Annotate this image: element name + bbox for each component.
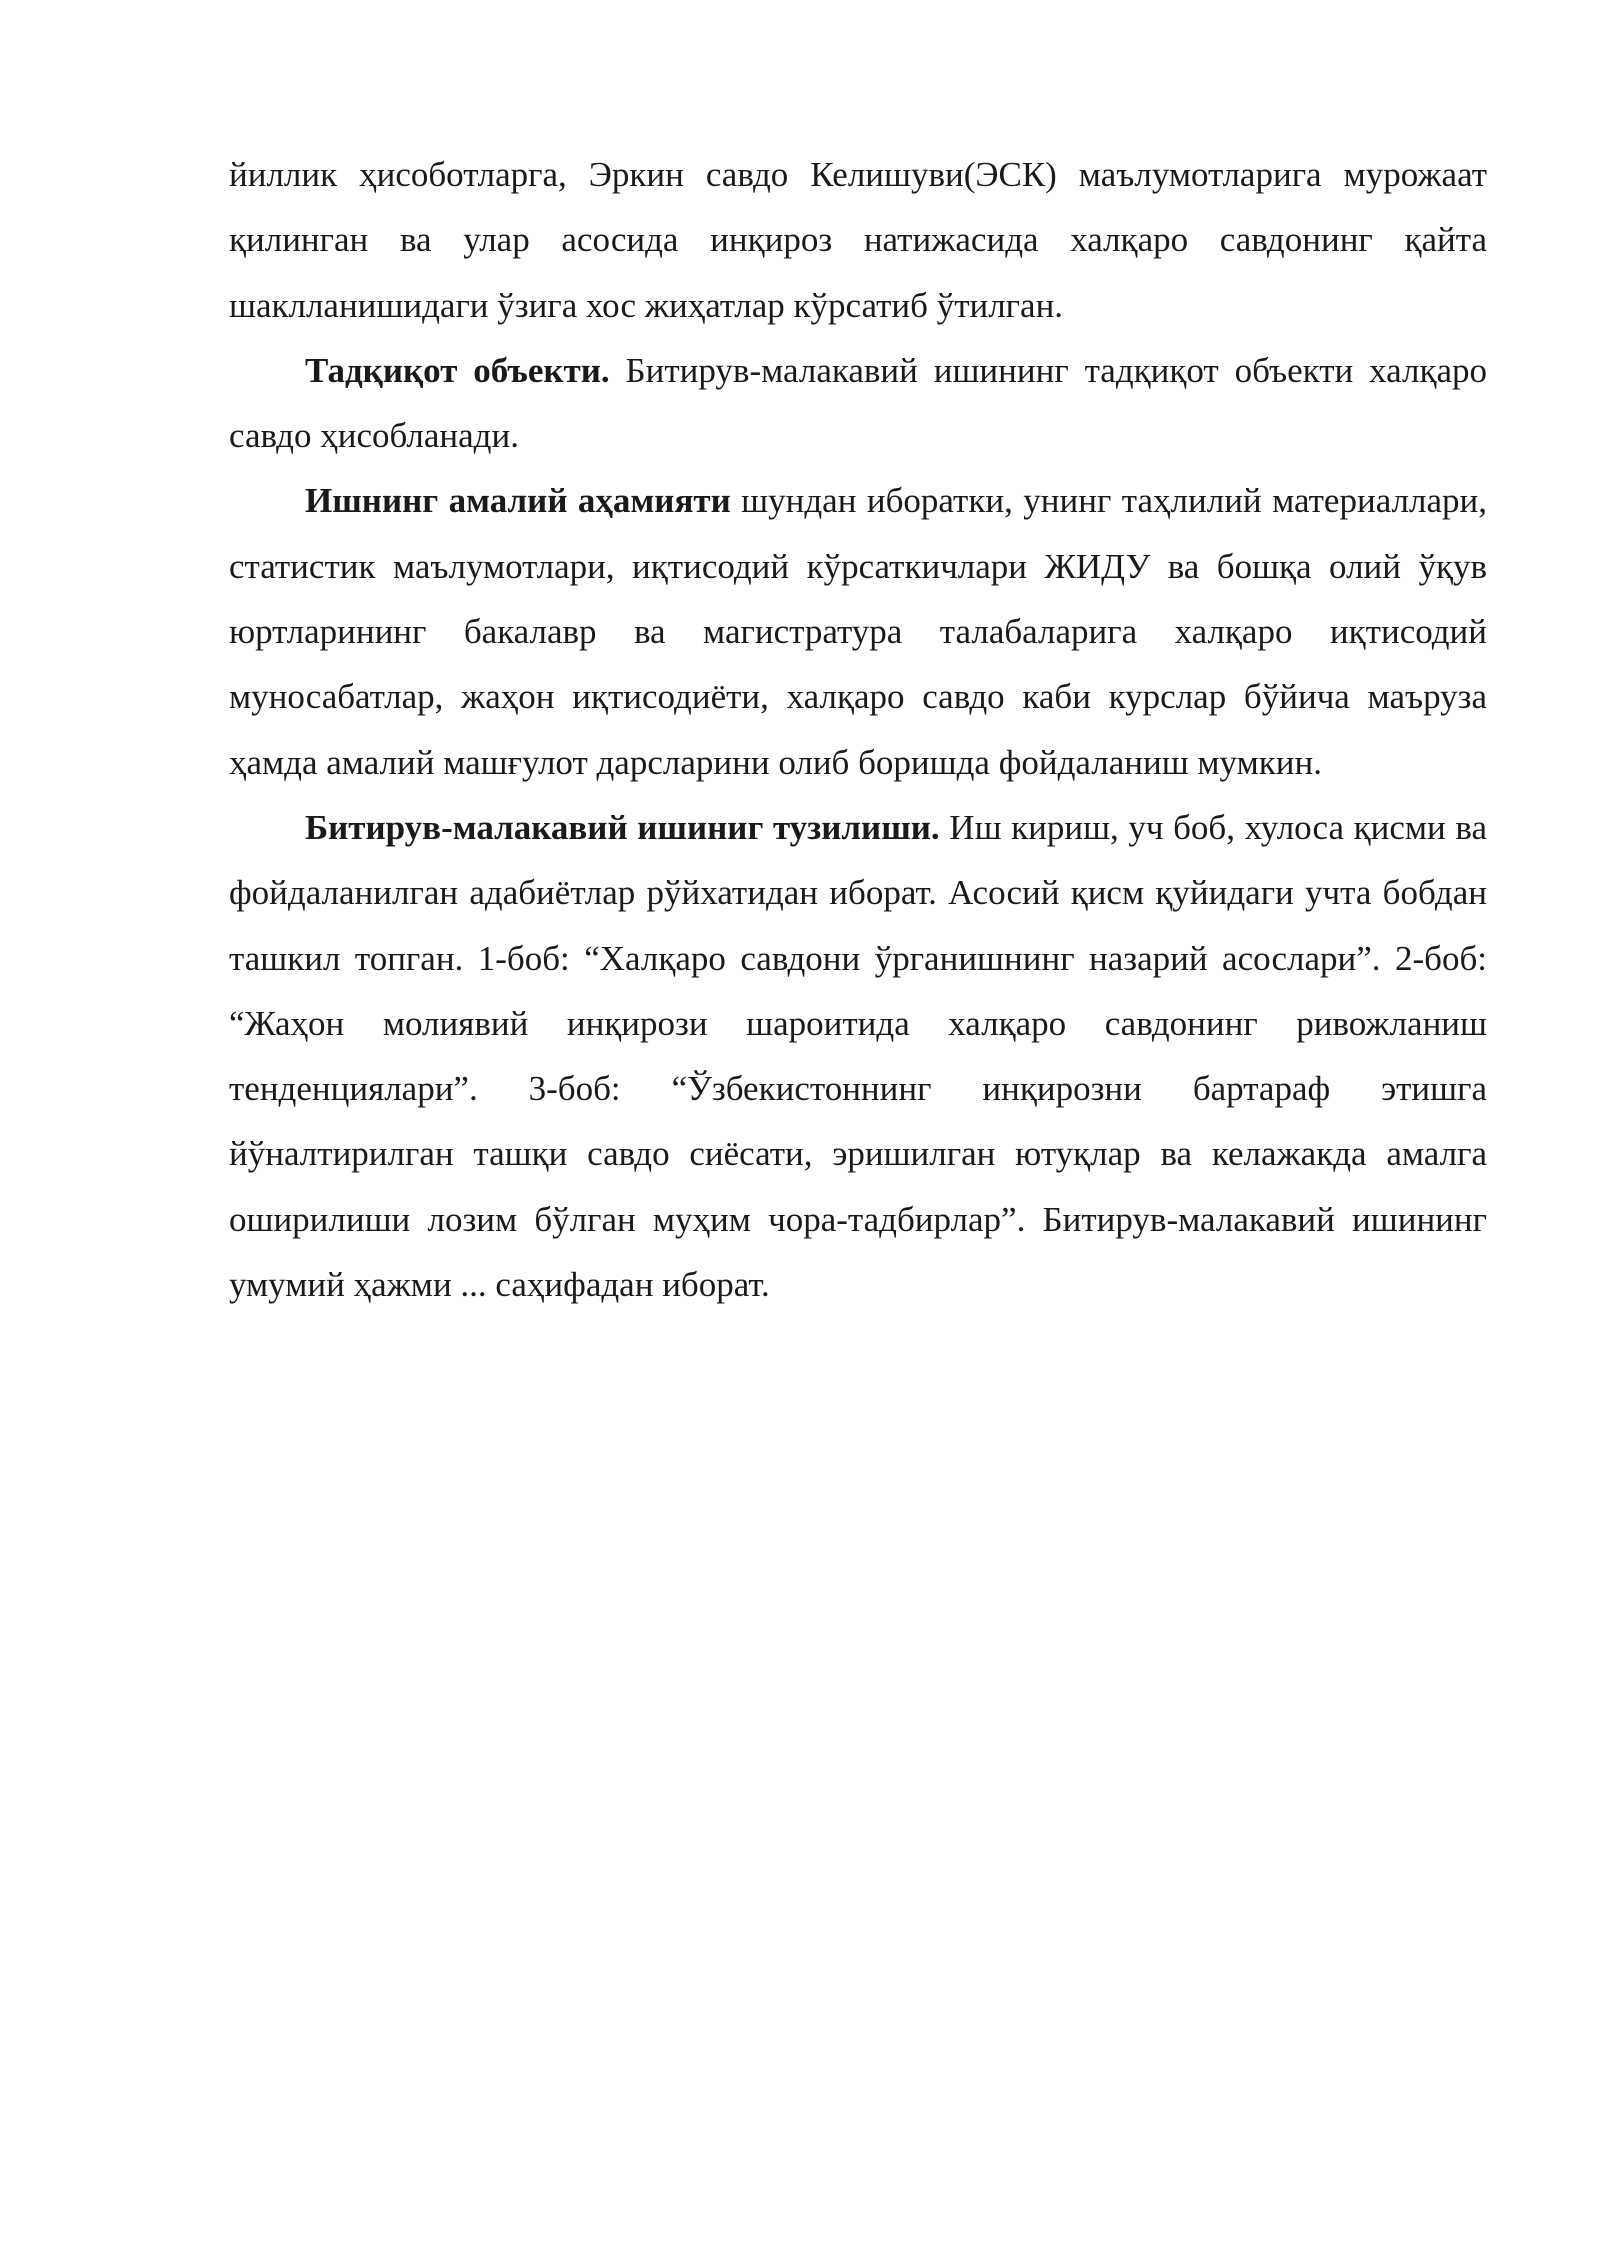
paragraph-heading: Битирув-малакавий ишиниг тузилиши. (305, 807, 940, 847)
paragraph-heading: Тадқиқот объекти. (305, 350, 610, 390)
paragraph-sources (229, 142, 1487, 338)
paragraph-text: Иш кириш, уч боб, хулоса қисми ва фойдаланилган адабиётлар рўйхатидан иборат. Асосий қисм қуйидаги учта бобдан ташкил топган. 1-боб: “Халқаро савдони ўрганишнинг назарий асослари”. 2-боб: “Жаҳон молиявий инқирози шароитида халқаро савдонинг ривожланиш тенденциялари”. 3-боб: “Ўзбекистоннинг инқирозни бартараф этишга йўналтирилган ташқи савдо сиёсати, эришилган ютуқлар ва келажакда амалга оширилиши лозим бўлган муҳим чора-тадбирлар”. Битирув-малакавий ишининг умумий ҳажми ... саҳифадан иборат. (229, 807, 1487, 1305)
paragraph-heading: Ишнинг амалий аҳамияти (305, 481, 731, 521)
paragraph-text: шундан иборатки, унинг таҳлилий материаллари, статистик маълумотлари, иқтисодий кўрсаткичлари ЖИДУ ва бошқа олий ўқув юртларининг бакалавр ва магистратура талабаларига халқаро иқтисодий муносабатлар, жаҳон иқтисодиёти, халқаро савдо каби курслар бўйича маъруза ҳамда амалий машғулот дарсларини олиб боришда фойдаланиш мумкин. (229, 481, 1487, 782)
paragraph-structure (229, 795, 1487, 1317)
paragraph-research-object (229, 338, 1487, 469)
document-body (229, 142, 1487, 1317)
paragraph-practical-significance (229, 468, 1487, 794)
paragraph-text: Битирув-малакавий ишининг тадқиқот объекти халқаро савдо ҳисобланади. (229, 350, 1487, 456)
paragraph-text: йиллик ҳисоботларга, Эркин савдо Келишуви(ЭСК) маълумотларига мурожаат қилинган ва улар асосида инқироз натижасида халқаро савдонинг қайта шаклланишидаги ўзига хос жиҳатлар кўрсатиб ўтилган. (229, 155, 1487, 325)
